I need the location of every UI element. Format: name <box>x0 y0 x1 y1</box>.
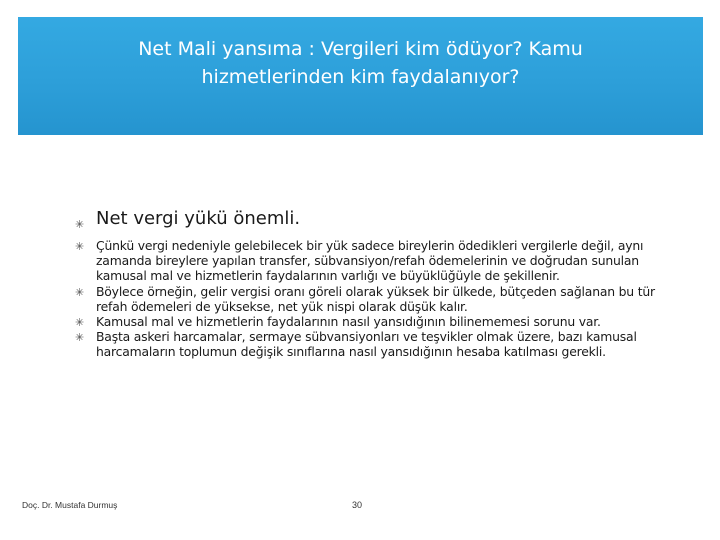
bullet-item <box>75 284 675 314</box>
bullet-text: Çünkü vergi nedeniyle gelebilecek bir yük sadece bireylerin ödedikleri vergilerle değil, aynı zamanda bireylere yapılan transfer, sübvansiyon/refah ödemelerinin ve doğrudan sunulan kamusal mal ve hizmetlerin faydalarının varlığı ve büyüklüğüyle de şekillenir. <box>96 238 644 284</box>
page-number: 30 <box>352 500 363 510</box>
slide-title: Net Mali yansıma : Vergileri kim ödüyor? Kamu hizmetlerinden kim faydalanıyor? <box>138 38 583 88</box>
bullet-text: Kamusal mal ve hizmetlerin faydalarının nasıl yansıdığının bilinememesi sorunu var. <box>96 314 601 330</box>
asterisk-bullet-icon: ✳ <box>75 331 85 345</box>
footer-author: Doç. Dr. Mustafa Durmuş <box>22 500 118 510</box>
bullet-item-main <box>75 206 675 232</box>
bullet-item <box>75 314 675 329</box>
asterisk-bullet-icon: ✳ <box>75 316 85 330</box>
bullet-text: Böylece örneğin, gelir vergisi oranı göreli olarak yüksek bir ülkede, bütçeden sağlanan bu tür refah ödemeleri de yüksekse, net yük nispi olarak düşük kalır. <box>96 283 655 314</box>
asterisk-bullet-icon: ✳ <box>75 240 85 253</box>
bullet-list <box>75 206 675 360</box>
asterisk-bullet-icon: ✳ <box>75 218 85 231</box>
bullet-item <box>75 329 675 359</box>
bullet-text: Net vergi yükü önemli. <box>96 208 301 229</box>
bullet-item <box>75 238 675 284</box>
bullet-text: Başta askeri harcamalar, sermaye sübvansiyonları ve teşvikler olmak üzere, bazı kamusal harcamaların toplumun değişik sınıflarına nasıl yansıdığının hesaba katılması gerekli. <box>96 329 637 360</box>
title-banner <box>18 17 703 135</box>
asterisk-bullet-icon: ✳ <box>75 285 85 299</box>
